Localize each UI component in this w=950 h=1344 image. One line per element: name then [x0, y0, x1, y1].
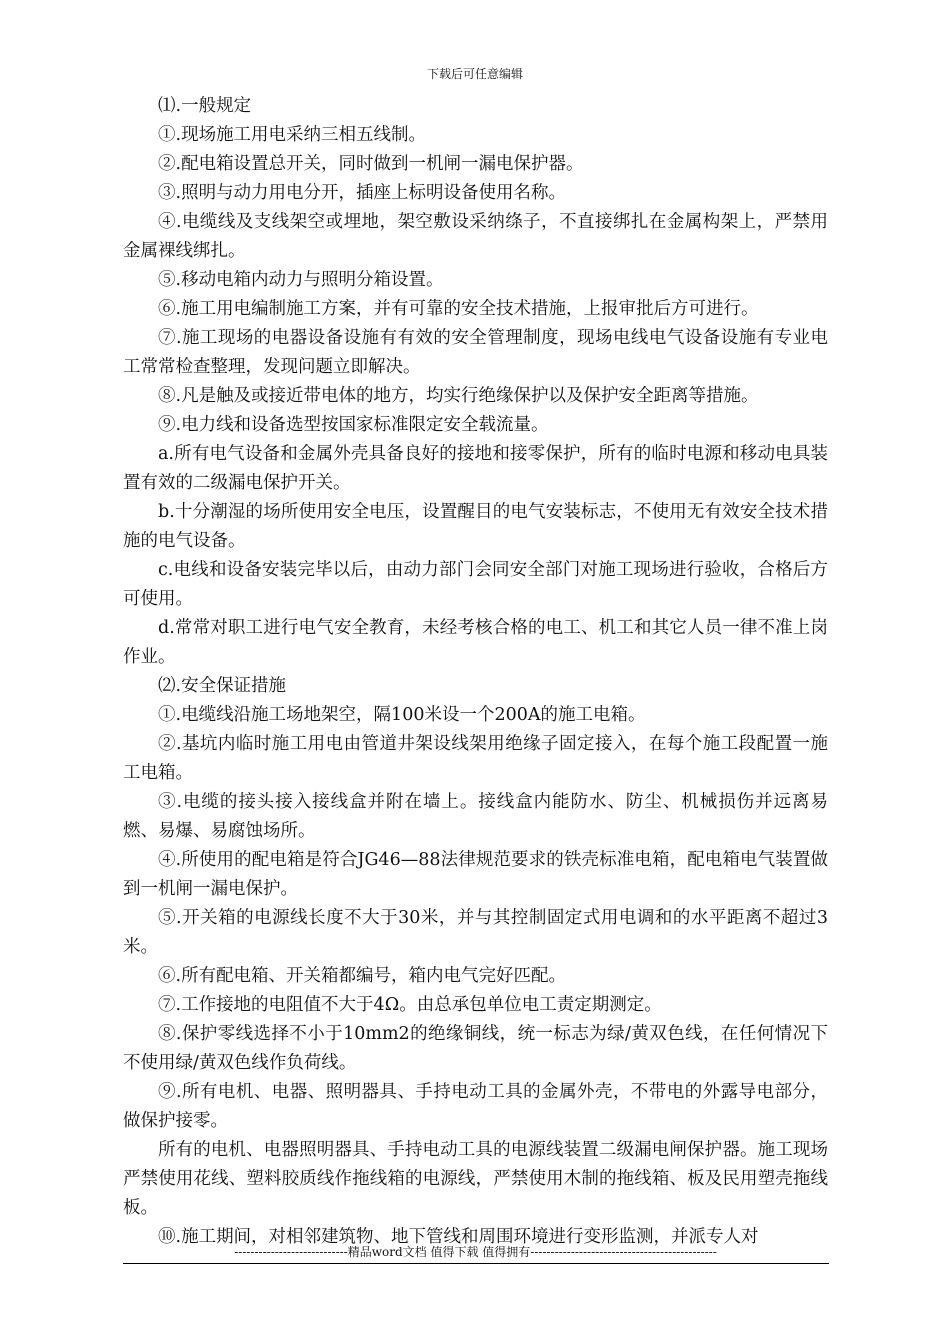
paragraph: b.十分潮湿的场所使用安全电压，设置醒目的电气安装标志，不使用无有效安全技术措施的电气设备。	[123, 502, 828, 551]
paragraph: ⑤.开关箱的电源线长度不大于30米，并与其控制固定式用电调和的水平距离不超过3米。	[123, 908, 828, 957]
paragraph: ①.电缆线沿施工场地架空，隔100米设一个200A的施工电箱。	[158, 705, 646, 725]
paragraph: c.电线和设备安装完毕以后，由动力部门会同安全部门对施工现场进行验收，合格后方可使用。	[123, 560, 828, 609]
paragraph: 所有的电机、电器照明器具、手持电动工具的电源线装置二级漏电闸保护器。施工现场严禁使用花线、塑料胶质线作拖线箱的电源线，严禁使用木制的拖线箱、板及民用塑壳拖线板。	[123, 1140, 828, 1218]
paragraph: ②.配电箱设置总开关，同时做到一机闸一漏电保护器。	[158, 154, 584, 174]
section-heading-safety: ⑵.安全保证措施	[158, 676, 287, 696]
footer-rule	[123, 1263, 829, 1264]
paragraph: ⑥.所有配电箱、开关箱都编号，箱内电气完好匹配。	[158, 966, 567, 986]
paragraph: ④.电缆线及支线架空或埋地，架空敷设采纳绦子，不直接绑扎在金属构架上，严禁用金属裸线绑扎。	[123, 212, 828, 261]
paragraph: ②.基坑内临时施工用电由管道井架设线架用绝缘子固定接入，在每个施工段配置一施工电箱。	[123, 734, 828, 783]
page-header: 下载后可任意编辑	[426, 67, 523, 81]
paragraph: ③.电缆的接头接入接线盒并附在墙上。接线盒内能防水、防尘、机械损伤并远离易燃、易爆、易腐蚀场所。	[123, 792, 828, 841]
paragraph: ①.现场施工用电采纳三相五线制。	[158, 125, 427, 145]
paragraph: d.常常对职工进行电气安全教育，未经考核合格的电工、机工和其它人员一律不准上岗作业。	[123, 618, 828, 667]
paragraph: ⑦.施工现场的电器设备设施有有效的安全管理制度，现场电线电气设备设施有专业电工常常检查整理，发现问题立即解决。	[123, 328, 828, 377]
paragraph: ③.照明与动力用电分开，插座上标明设备使用名称。	[158, 183, 567, 203]
paragraph: ⑨.所有电机、电器、照明器具、手持电动工具的金属外壳，不带电的外露导电部分，做保护接零。	[123, 1082, 828, 1131]
paragraph: a.所有电气设备和金属外壳具备良好的接地和接零保护，所有的临时电源和移动电具装置有效的二级漏电保护开关。	[123, 444, 828, 493]
paragraph: ⑨.电力线和设备选型按国家标准限定安全载流量。	[158, 415, 549, 435]
paragraph: ⑧.凡是触及或接近带电体的地方，均实行绝缘保护以及保护安全距离等措施。	[158, 386, 759, 406]
paragraph: ⑥.施工用电编制施工方案，并有可靠的安全技术措施，上报审批后方可进行。	[158, 299, 759, 319]
document-body	[123, 92, 828, 1252]
page-footer: ----------------------------精品word文档 值得下载 值得拥有----------------------------------------------	[234, 1245, 717, 1259]
paragraph: ⑦.工作接地的电阻值不大于4Ω。由总承包单位电工责定期测定。	[158, 995, 662, 1015]
paragraph: ④.所使用的配电箱是符合JG46—88法律规范要求的铁壳标准电箱，配电箱电气装置做到一机闸一漏电保护。	[123, 850, 828, 899]
paragraph: ⑧.保护零线选择不小于10mm2的绝缘铜线，统一标志为绿/黄双色线，在任何情况下不使用绿/黄双色线作负荷线。	[123, 1024, 828, 1073]
section-heading-general: ⑴.一般规定	[158, 96, 252, 116]
paragraph: ⑩.施工期间，对相邻建筑物、地下管线和周围环境进行变形监测，并派专人对	[158, 1227, 759, 1247]
paragraph: ⑤.移动电箱内动力与照明分箱设置。	[158, 270, 444, 290]
